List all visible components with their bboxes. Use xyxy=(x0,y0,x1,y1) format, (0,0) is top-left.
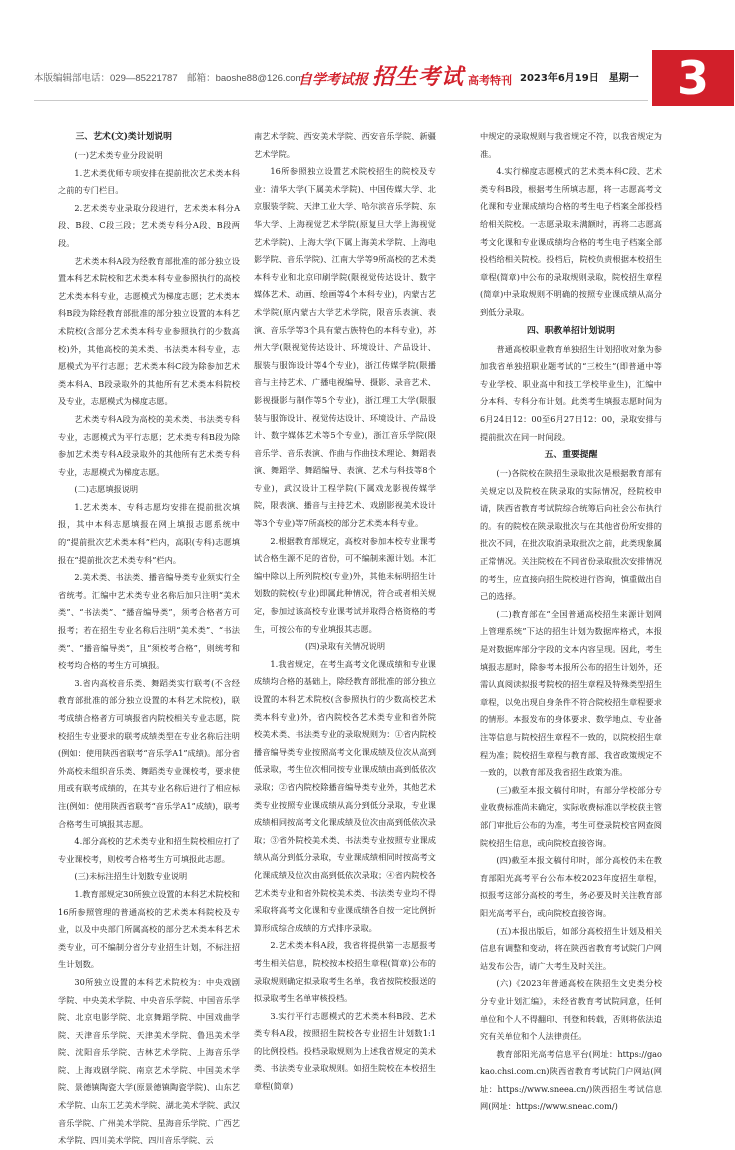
paragraph: 1.艺术类本、专科志愿均安排在提前批次填报，其中本科志愿填报在网上填报志愿系统中的“提前批次艺术类本科”栏内，高职(专科)志愿填报在“提前批次艺术类专科”栏内。 xyxy=(58,501,240,565)
article-column-1 xyxy=(58,128,240,1146)
section-heading: 五、重要提醒 xyxy=(544,450,598,461)
paragraph: (五)本报出版后，如部分高校招生计划及相关信息有调整和变动，将在陕西省教育考试院门户网站发布公告，请广大考生及时关注。 xyxy=(480,925,662,971)
paragraph: 4.部分高校的艺术类专业和招生院校相应打了专业课校考，则校考合格考生方可填报此志愿。 xyxy=(58,836,240,864)
masthead-title: 招生考试 xyxy=(372,65,465,90)
newspaper-masthead xyxy=(298,60,513,90)
page-number-badge: 3 xyxy=(652,50,734,106)
paragraph: 30所独立设置的本科艺术院校为：中央戏剧学院、中央美术学院、中央音乐学院、中国音乐学院、北京电影学院、北京舞蹈学院、中国戏曲学院、天津音乐学院、天津美术学院、鲁迅美术学院、沈阳音乐学院、吉林艺术学院、上海音乐学院、上海戏剧学院、南京艺术学院、中国美术学院、景德镇陶瓷大学(原景德镇陶瓷学院)、山东艺术学院、山东工艺美术学院、湖北美术学院、武汉音乐学院、广州美术学院、星海音乐学院、广西艺术学院、四川美术学院、四川音乐学院、云 xyxy=(58,976,240,1146)
paragraph: 普通高校职业教育单独招生计划招收对象为参加我省单独招职业题考试的“三校生”(即普通中等专业学校、职业高中和技工学校毕业生)，汇编中分本科、专科分布计划。此类考生填报志愿时间为6月24日12：00至6月27日12：00，录取安排与提前批次在同一时间段。 xyxy=(480,343,662,442)
subsection-heading: (二)志愿填报说明 xyxy=(74,484,139,495)
section-heading: 三、艺术(文)类计划说明 xyxy=(75,132,172,142)
masthead-paper-name: 自学考试报 xyxy=(298,72,368,88)
subsection-heading: (四)录取有关情况说明 xyxy=(304,641,386,652)
paragraph: (四)截至本报文稿付印时，部分高校仍未在教育部阳光高考平台公布本校2023年度招生章程，拟报考这部分高校的考生，务必要及时关注教育部阳光高考平台，或向院校直接咨询。 xyxy=(480,855,662,918)
paragraph-continued: 中规定的录取规则与我省规定不符，以我省规定为准。 xyxy=(480,131,662,159)
article-column-3 xyxy=(480,128,662,1112)
paragraph: 3.省内高校音乐类、舞蹈类实行联考(不含经教育部批准的部分独立设置的本科艺术院校)，联考成绩合格者方可填报省内院校相关专业志愿，院校招生专业要求的联考成绩类型在专业名称后注明(例如：使用陕西省联考“音乐学A1”成绩)。部分省外高校未组织音乐类、舞蹈类专业课校考，要求使用或有联考成绩的，在其专业名称后进行了相应标注(例如：使用陕西省联考“音乐学A1”成绩)，联考合格考生可填报其志愿。 xyxy=(58,677,240,829)
article-column-2 xyxy=(254,128,436,1092)
header-divider xyxy=(34,100,648,101)
paragraph: 3.实行平行志愿模式的艺术类本科B段、艺术类专科A段，按照招生院校各专业招生计划数1:1的比例投档。投档录取规则为上述我省规定的美术类、书法类专业录取规则。如招生院校在本校招生章程(简章) xyxy=(254,1010,436,1092)
paragraph: (六)《2023年普通高校在陕招生文史类分校分专业计划汇编》，未经省教育考试院同意，任何单位和个人不得翻印、刊登和转载，否则将依法追究有关单位和个人法律责任。 xyxy=(480,978,662,1042)
section-heading: 四、职教单招计划说明 xyxy=(527,325,615,336)
paragraph: 4.实行梯度志愿模式的艺术类本科C段、艺术类专科B段，根据考生所填志愿，将一志愿高考文化课和专业课成绩均合格的考生电子档案全部投档给相关院校。一志愿录取未满额时，再将二志愿高考文化课和专业课成绩均合格的考生电子档案全部投档给相关院校。投档后，院校负责根据本校招生章程(简章)中公布的录取规则录取，院校招生章程(简章)中录取规则不明确的按照专业课成绩从高分到低分录取。 xyxy=(480,166,662,317)
paragraph: 1.教育部规定30所独立设置的本科艺术院校和16所参照管理的普通高校的艺术类本科院校及专业，以及中央部门所属高校的部分艺术类本科艺术类专业，可不编制分省分专业招生计划，不标注招生计划数。 xyxy=(58,888,240,970)
subsection-heading: (三)未标注招生计划数专业说明 xyxy=(74,871,188,882)
paragraph-continued: 南艺术学院、西安美术学院、西安音乐学院、新疆艺术学院。 xyxy=(254,131,436,159)
paragraph: (三)截至本报文稿付印时，有部分学校部分专业收费标准尚未确定，实际收费标准以学校获主管部门审批后公布的为准，考生可登录院校官网查阅院校招生信息，或向院校直接咨询。 xyxy=(480,784,662,848)
paragraph: 1.我省规定，在考生高考文化课成绩和专业课成绩均合格的基础上，除经教育部批准的部分独立设置的本科艺术院校(含参照执行的少数高校艺术类本科专业)外，省内院校各艺术类专业和省外院校美术类、书法类专业的录取规则为：①省内院校播音编导类专业按照高考文化课成绩及位次从高到低录取，考生位次相同按专业课成绩由高到低依次录取；②省内院校除播音编导类专业外，其他艺术类专业按照专业课成绩从高分到低分录取，专业课成绩相同按高考文化课成绩及位次由高到低依次录取；③省外院校美术类、书法类专业按照专业课成绩从高分到低分录取，专业课成绩相同时按高考文化课成绩及位次由高到低依次录取；④省内院校各艺术类专业和省外院校美术类、书法类专业均不得采取将高考文化课和专业课成绩各自按一定比例折算形成综合成绩的方式排序录取。 xyxy=(254,658,436,933)
paragraph: 教育部阳光高考信息平台(网址：https://gaokao.chsi.com.cn)陕西省教育考试院门户网站(网址：https://www.sneea.cn/)陕西招生考试信息网(网址：https://www.sneac.com/) xyxy=(480,1048,662,1112)
page-header xyxy=(0,0,735,120)
masthead-subtitle: 高考特刊 xyxy=(468,74,513,87)
paragraph: 1.艺术类优师专项安排在提前批次艺术类本科之前的专门栏目。 xyxy=(58,167,240,196)
issue-date: 2023年6月19日 星期一 xyxy=(520,73,639,84)
paragraph: 艺术类本科A段为经教育部批准的部分独立设置本科艺术院校和艺术类本科专业参照执行的高校艺术类本科专业，志愿模式为梯度志愿；艺术类本科B段为除经教育部批准的部分独立设置的本科艺术院校(含部分艺术类本科专业参照执行的少数高校)外，其他高校的美术类、书法类本科专业，志愿模式为平行志愿；艺术类本科C段为除参加艺术类本科A、B段录取外的其他所有艺术类本科院校及专业，志愿模式为梯度志愿。 xyxy=(58,255,240,407)
paragraph: 2.根据教育部规定，高校对参加本校专业课考试合格生源不足的省份，可不编制来源计划。本汇编中除以上所列院校(专业)外，其他未标明招生计划数的院校(专业)即属此种情况，符合或者相关规定，参加过该高校专业课考试并取得合格资格的考生，可按公布的专业填报其志愿。 xyxy=(254,535,436,634)
subsection-heading: (一)艺术类专业分段说明 xyxy=(74,150,163,160)
paragraph: 2.艺术类本科A段，我省将提供第一志愿报考考生相关信息，院校按本校招生章程(简章)公布的录取规则确定拟录取考生名单，我省按院校报送的拟录取考生名单审核投档。 xyxy=(254,940,436,1004)
paragraph: 艺术类专科A段为高校的美术类、书法类专科专业，志愿模式为平行志愿；艺术类专科B段为除参加艺术类专科A段录取外的其他所有艺术类专科专业，志愿模式为梯度志愿。 xyxy=(58,413,240,477)
paragraph: (一)各院校在陕招生录取批次是根据教育部有关规定以及院校在陕录取的实际情况，经院校申请，陕西省教育考试院综合统筹后向社会公布执行的。有的院校在陕录取批次与在其他省份所安排的批次不同，在批次取消录取批次之前，此类现象属正常情况。关注院校在不同省份录取批次安排情况的考生，应直接向招生院校进行咨询，慎重做出自己的选择。 xyxy=(480,468,662,602)
editorial-contact: 本版编辑部电话：029—85221787 邮箱：baoshe88@126.com xyxy=(34,73,304,84)
paragraph: 16所参照独立设置艺术院校招生的院校及专业：清华大学(下属美术学院)、中国传媒大学、北京服装学院、天津工业大学、哈尔滨音乐学院、东华大学、上海视觉艺术学院(原复旦大学上海视觉艺术学院)、上海大学(下属上海美术学院、上海电影学院、音乐学院)、江南大学等9所高校的艺术类本科专业和北京印刷学院(限视觉传达设计、数字媒体艺术、动画、绘画等4个本科专业)，内蒙古艺术学院(原内蒙古大学艺术学院，限音乐表演、表演、音乐学等3个具有蒙古族特色的本科专业)，苏州大学(限视觉传达设计、环境设计、产品设计、服装与服饰设计等4个专业)，浙江传媒学院(限播音与主持艺术、广播电视编导、摄影、录音艺术、影视摄影与制作等5个专业)，浙江理工大学(限服装与服饰设计、视觉传达设计、环境设计、产品设计、数字媒体艺术等5个专业)，浙江音乐学院(限音乐学、音乐表演、作曲与作曲技术理论、舞蹈表演、舞蹈学、舞蹈编导、表演、艺术与科技等8个专业)，武汉设计工程学院(下属戏龙影视传媒学院，限表演、播音与主持艺术、戏剧影视美术设计等3个专业)等7所高校的部分艺术类本科专业。 xyxy=(254,166,436,529)
paragraph: (二)教育部在“全国普通高校招生来源计划网上管理系统”下达的招生计划为数据库格式，本报是对数据库部分字段的文本内容呈现。因此，考生填报志愿时，除参考本报所公布的招生计划外，还需认真阅读拟报考院校的招生章程及特殊类型招生章程，以免出现自身条件不符合院校招生章程要求的情形。本报发布的身体要求、数学地点、专业备注等信息与院校招生章程不一致的，以院校招生章程为准；院校招生章程与教育部、我省政策规定不一致的，以教育部及我省招生政策为准。 xyxy=(480,608,662,778)
paragraph: 2.艺术类专业录取分段进行，艺术类本科分A段、B段、C段三段；艺术类专科分A段、B段两段。 xyxy=(58,202,240,248)
paragraph: 2.美术类、书法类、播音编导类专业须实行全省统考。汇编中艺术类专业名称后加只注明“美术类”、“书法类”、“播音编导类”，须考合格者方可报考；若在招生专业名称后注明“美术类”、“书法类”、“播音编导类”，且“须校考合格”，则统考和校考均合格的考生方可填报。 xyxy=(58,572,240,671)
